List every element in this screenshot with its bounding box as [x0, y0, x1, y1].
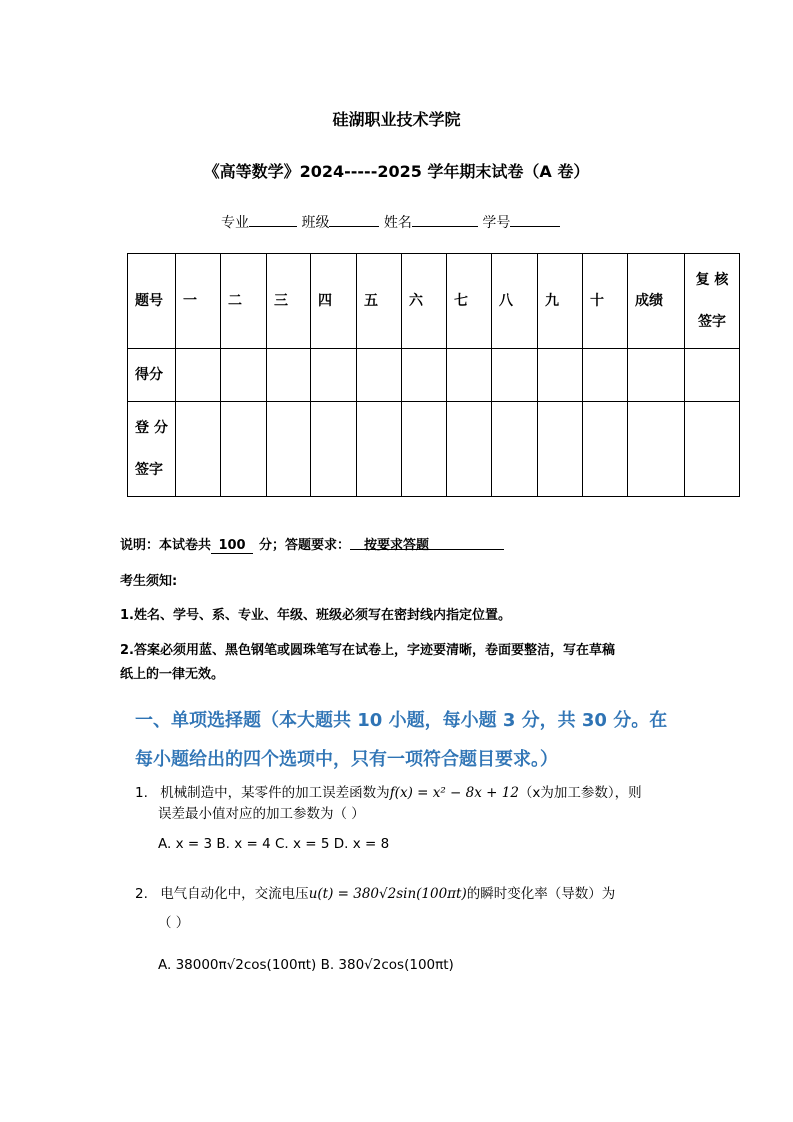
- question-2-number: 2.: [135, 886, 148, 902]
- score-row: [128, 349, 740, 402]
- col-header-9: 九: [538, 254, 583, 349]
- question-number-label: 题号: [128, 254, 176, 349]
- question-2-line-2: （ ）: [158, 915, 190, 931]
- signature-cell[interactable]: [311, 402, 357, 497]
- notice-item-1: 1.姓名、学号、系、专业、年级、班级必须写在密封线内指定位置。: [120, 608, 511, 623]
- score-table-header-row: [128, 254, 740, 349]
- major-blank[interactable]: [249, 212, 297, 227]
- question-2-options: A. 38000π√2cos(100πt) B. 380√2cos(100πt): [158, 957, 454, 973]
- section-heading-line-2: 每小题给出的四个选项中，只有一项符合题目要求。）: [135, 749, 558, 770]
- col-header-3: 三: [267, 254, 311, 349]
- score-cell[interactable]: [221, 349, 267, 402]
- score-cell[interactable]: [628, 349, 685, 402]
- total-score-label: 成绩: [628, 254, 685, 349]
- desc-mid: 分；答题要求：: [259, 538, 351, 553]
- score-cell[interactable]: [538, 349, 583, 402]
- requirement-value: 按要求答题: [350, 534, 504, 550]
- signature-cell[interactable]: [628, 402, 685, 497]
- col-header-5: 五: [357, 254, 402, 349]
- col-header-1: 一: [176, 254, 221, 349]
- col-header-4: 四: [311, 254, 357, 349]
- notice-item-2-line-1: 2.答案必须用蓝、黑色钢笔或圆珠笔写在试卷上，字迹要清晰，卷面要整洁，写在草稿: [120, 643, 615, 658]
- question-1-line-1: [135, 781, 642, 801]
- grader-signature-row: [128, 402, 740, 497]
- question-1-text-a: 机械制造中，某零件的加工误差函数为: [160, 785, 390, 801]
- score-cell[interactable]: [311, 349, 357, 402]
- desc-prefix: 说明：本试卷共: [120, 538, 212, 553]
- question-1-number: 1.: [135, 785, 148, 801]
- col-header-7: 七: [447, 254, 492, 349]
- col-header-2: 二: [221, 254, 267, 349]
- grader-signature-label: 登 分 签字: [128, 402, 176, 497]
- signature-cell[interactable]: [267, 402, 311, 497]
- signature-cell[interactable]: [221, 402, 267, 497]
- col-header-10: 十: [583, 254, 628, 349]
- col-header-8: 八: [492, 254, 538, 349]
- score-cell[interactable]: [447, 349, 492, 402]
- review-signature-label: 复 核 签字: [685, 254, 740, 349]
- signature-cell[interactable]: [357, 402, 402, 497]
- section-heading-line-1: 一、单项选择题（本大题共 10 小题，每小题 3 分，共 30 分。在: [135, 710, 668, 731]
- signature-cell[interactable]: [492, 402, 538, 497]
- question-2-text-b: 的瞬时变化率（导数）为: [466, 886, 616, 902]
- score-table: [127, 253, 740, 497]
- major-label: 专业: [221, 215, 249, 231]
- total-score-value: 100: [211, 538, 253, 554]
- question-1-line-2: 误差最小值对应的加工参数为（ ）: [158, 806, 365, 822]
- student-info-line: [221, 212, 560, 232]
- question-2-text-a: 电气自动化中，交流电压: [160, 886, 309, 902]
- school-name: 硅湖职业技术学院: [332, 110, 461, 129]
- score-cell[interactable]: [402, 349, 447, 402]
- signature-cell[interactable]: [538, 402, 583, 497]
- question-2-line-1: [135, 882, 615, 902]
- name-label: 姓名: [383, 215, 412, 231]
- name-blank[interactable]: [412, 212, 478, 227]
- signature-cell[interactable]: [447, 402, 492, 497]
- notice-item-2-line-2: 纸上的一律无效。: [120, 667, 225, 682]
- score-cell[interactable]: [176, 349, 221, 402]
- question-2-formula: u(t) = 380√2sin(100πt): [308, 886, 467, 902]
- col-header-6: 六: [402, 254, 447, 349]
- exam-title: 《高等数学》2024-----2025 学年期末试卷（A 卷）: [203, 162, 590, 181]
- signature-cell[interactable]: [176, 402, 221, 497]
- score-cell[interactable]: [583, 349, 628, 402]
- exam-description: [120, 534, 504, 554]
- notice-title: 考生须知:: [120, 574, 178, 589]
- signature-cell[interactable]: [685, 402, 740, 497]
- class-blank[interactable]: [329, 212, 379, 227]
- score-cell[interactable]: [685, 349, 740, 402]
- question-1-text-b: （x为加工参数），则: [518, 785, 642, 801]
- signature-cell[interactable]: [402, 402, 447, 497]
- score-cell[interactable]: [492, 349, 538, 402]
- score-cell[interactable]: [267, 349, 311, 402]
- score-cell[interactable]: [357, 349, 402, 402]
- question-1-formula: f(x) = x² − 8x + 12: [389, 785, 519, 801]
- class-label: 班级: [301, 215, 330, 231]
- question-1-options: A. x = 3 B. x = 4 C. x = 5 D. x = 8: [158, 836, 390, 852]
- signature-cell[interactable]: [583, 402, 628, 497]
- student-id-blank[interactable]: [510, 212, 560, 227]
- score-row-label: 得分: [128, 349, 176, 402]
- student-id-label: 学号: [482, 215, 511, 231]
